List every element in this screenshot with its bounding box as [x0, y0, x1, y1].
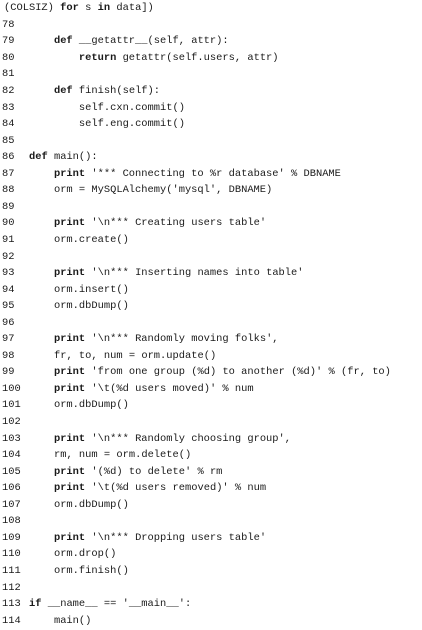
line-number: 98	[2, 349, 15, 362]
line-number: 89	[2, 200, 15, 213]
line-number: 88	[2, 184, 15, 197]
line-number: 90	[2, 217, 15, 230]
line-number: 112	[2, 581, 21, 594]
code-text: print '*** Connecting to %r database' % DBNAME	[53, 167, 341, 180]
line-number: 81	[2, 68, 15, 81]
line-number: 97	[2, 333, 15, 346]
line-number: 78	[2, 18, 15, 31]
code-text: if __name__ == '__main__':	[29, 598, 192, 611]
code-text: main()	[53, 614, 92, 627]
code-text: print '\n*** Randomly choosing group',	[53, 432, 292, 445]
line-number: 94	[2, 283, 15, 296]
code-text: print '\n*** Creating users table'	[53, 217, 267, 230]
line-number: 100	[2, 382, 21, 395]
code-text: print '(%d) to delete' % rm	[53, 465, 223, 478]
line-number: 103	[2, 432, 21, 445]
code-text: print '\n*** Dropping users table'	[53, 531, 267, 544]
line-number: 105	[2, 465, 21, 478]
line-number: 91	[2, 233, 15, 246]
line-number: 84	[2, 118, 15, 131]
line-number: 82	[2, 85, 15, 98]
line-number: 80	[2, 51, 15, 64]
code-text: orm = MySQLAlchemy('mysql', DBNAME)	[53, 184, 273, 197]
line-number: 111	[2, 564, 21, 577]
code-text: def finish(self):	[53, 85, 161, 98]
code-text: def main():	[29, 151, 98, 164]
line-number: 109	[2, 531, 21, 544]
line-number: 108	[2, 515, 21, 528]
code-line	[0, 610, 422, 630]
line-number: 104	[2, 449, 21, 462]
code-text: self.cxn.commit()	[78, 101, 185, 114]
line-number: 93	[2, 267, 15, 280]
line-number: 96	[2, 316, 15, 329]
code-text: self.eng.commit()	[78, 118, 185, 131]
code-text: orm.dbDump()	[53, 498, 129, 511]
code-text: (COLSIZ) for s in data])	[4, 2, 154, 15]
line-number: 114	[2, 614, 21, 627]
line-number: 79	[2, 35, 15, 48]
code-text: print '\n*** Randomly moving folks',	[53, 333, 279, 346]
line-number: 85	[2, 134, 15, 147]
code-text: def __getattr__(self, attr):	[53, 35, 229, 48]
line-number: 106	[2, 482, 21, 495]
code-text: rm, num = orm.delete()	[53, 449, 192, 462]
code-text: return getattr(self.users, attr)	[78, 51, 279, 64]
code-text: orm.dbDump()	[53, 399, 129, 412]
line-number: 110	[2, 548, 21, 561]
code-text: print '\t(%d users moved)' % num	[53, 382, 254, 395]
code-text: print '\n*** Inserting names into table'	[53, 267, 304, 280]
line-number: 95	[2, 300, 15, 313]
line-number: 107	[2, 498, 21, 511]
code-text: orm.finish()	[53, 564, 129, 577]
line-number: 87	[2, 167, 15, 180]
line-number: 113	[2, 598, 21, 611]
code-text: print 'from one group (%d) to another (%d)' % (fr, to)	[53, 366, 391, 379]
line-number: 101	[2, 399, 21, 412]
code-text: orm.create()	[53, 233, 129, 246]
line-number: 92	[2, 250, 15, 263]
code-text: fr, to, num = orm.update()	[53, 349, 217, 362]
line-number: 102	[2, 416, 21, 429]
code-text: orm.insert()	[53, 283, 129, 296]
code-text: orm.dbDump()	[53, 300, 129, 313]
line-number: 83	[2, 101, 15, 114]
line-number: 86	[2, 151, 15, 164]
line-number: 99	[2, 366, 15, 379]
code-text: print '\t(%d users removed)' % num	[53, 482, 267, 495]
code-text: orm.drop()	[53, 548, 117, 561]
